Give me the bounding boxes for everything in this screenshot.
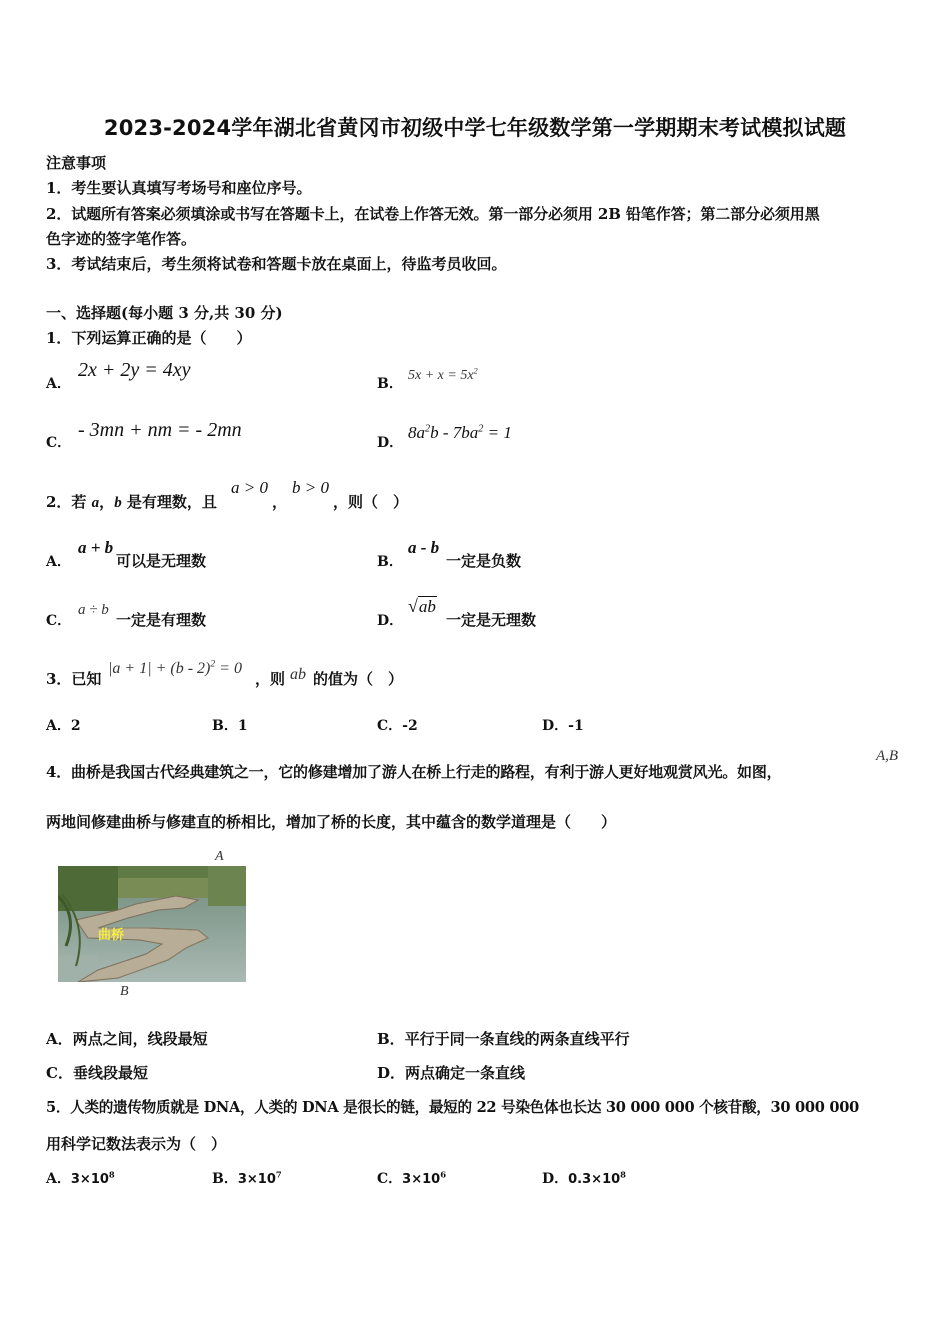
q2-option-c-expr: a ÷ b [78, 602, 109, 618]
q2-option-d-label: D． [377, 613, 404, 629]
q3-stem-mid: ，则 [255, 670, 286, 688]
q4-option-b: B．平行于同一条直线的两条直线平行 [377, 1030, 630, 1048]
q2-option-d-text: 一定是无理数 [446, 611, 537, 629]
q3-option-d: D．-1 [542, 718, 584, 734]
q3-stem: 3．已知 [46, 670, 102, 688]
q2-option-a-text: 可以是无理数 [116, 552, 207, 570]
q1-option-c-label: C． [46, 435, 72, 451]
q3-option-b: B．1 [212, 718, 248, 734]
q4-point-b-label: B [120, 984, 129, 999]
q2-option-a-label: A． [46, 554, 71, 570]
notice-item-2: 2．试题所有答案必须填涂或书写在答题卡上，在试卷上作答无效。第一部分必须用 2B 铅笔作答；第二部分必须用黑 [46, 205, 820, 223]
q4-point-a-label: A [215, 849, 224, 864]
q1-option-d-expr: $8a^2b - 7ba^2 = 1$ [408, 423, 512, 442]
q4-stem-cont: 两地间修建曲桥与修建直的桥相比，增加了桥的长度，其中蕴含的数学道理是（ ） [46, 813, 617, 831]
q2-condition-b: b > 0 [292, 478, 329, 497]
q5-option-a: A．$3\times 10^8$ [46, 1169, 115, 1187]
q4-option-c: C．垂线段最短 [46, 1064, 148, 1082]
q5-option-b: B．$3\times 10^7$ [212, 1169, 282, 1187]
q4-option-a: A．两点之间，线段最短 [46, 1030, 208, 1048]
q3-option-c: C．-2 [377, 718, 418, 734]
bridge-label: 曲桥 [98, 928, 125, 943]
q1-option-a-expr: 2x + 2y = 4xy [78, 359, 191, 381]
q2-option-b-text: 一定是负数 [446, 552, 522, 570]
q5-option-c: C．$3\times 10^6$ [377, 1169, 447, 1187]
q1-option-d-label: D． [377, 435, 404, 451]
q5-option-d: D．$0.3\times 10^8$ [542, 1169, 626, 1187]
notice-heading: 注意事项 [46, 154, 107, 172]
q1-option-c-expr: - 3mn + nm = - 2mn [78, 419, 242, 441]
q3-option-a: A．2 [46, 718, 81, 734]
notice-item-3: 3．考试结束后，考生须将试卷和答题卡放在桌面上，待监考员收回。 [46, 255, 507, 273]
q5-stem: 5．人类的遗传物质就是 DNA，人类的 DNA 是很长的链，最短的 22 号染色体也长达 30 000 000 个核苷酸，30 000 000 [46, 1099, 859, 1116]
q4-stem: 4．曲桥是我国古代经典建筑之一，它的修建增加了游人在桥上行走的路程，有利于游人更好地观赏风光。如图， [46, 763, 782, 781]
q2-condition-a: a > 0 [231, 478, 268, 497]
q1-stem: 1．下列运算正确的是（ ） [46, 329, 252, 347]
q2-separator: ， [272, 493, 288, 511]
q1-option-a-label: A． [46, 376, 71, 392]
q4-option-d: D．两点确定一条直线 [377, 1064, 526, 1082]
q2-option-c-label: C． [46, 613, 72, 629]
notice-item-1: 1．考生要认真填写考场号和座位序号。 [46, 179, 312, 197]
q1-option-b-expr: $5x + x = 5x^2$ [408, 366, 478, 383]
q2-option-c-text: 一定是有理数 [116, 611, 207, 629]
q2-stem-end: ，则（ ） [333, 493, 409, 511]
notice-item-2-cont: 色字迹的签字笔作答。 [46, 230, 197, 248]
q3-equation: |a + 1| + (b - 2)$^2$ = 0 [108, 658, 242, 677]
q2-option-a-expr: a + b [78, 538, 114, 557]
q2-option-d-expr: √ab [408, 596, 436, 616]
q1-option-b-label: B． [377, 376, 403, 392]
q3-product: ab [290, 666, 306, 683]
q3-stem-end: 的值为（ ） [313, 670, 404, 688]
q2-stem: 2．若 a，b 是有理数，且 [46, 493, 217, 511]
page-title: 2023-2024学年湖北省黄冈市初级中学七年级数学第一学期期末考试模拟试题 [103, 116, 847, 140]
curved-bridge-image [58, 866, 246, 982]
q2-option-b-label: B． [377, 554, 403, 570]
section-heading: 一、选择题(每小题 3 分,共 30 分) [46, 304, 283, 322]
q4-points-ab: A,B [876, 748, 899, 764]
q5-stem-cont: 用科学记数法表示为（ ） [46, 1135, 227, 1153]
q2-option-b-expr: a - b [408, 538, 440, 557]
